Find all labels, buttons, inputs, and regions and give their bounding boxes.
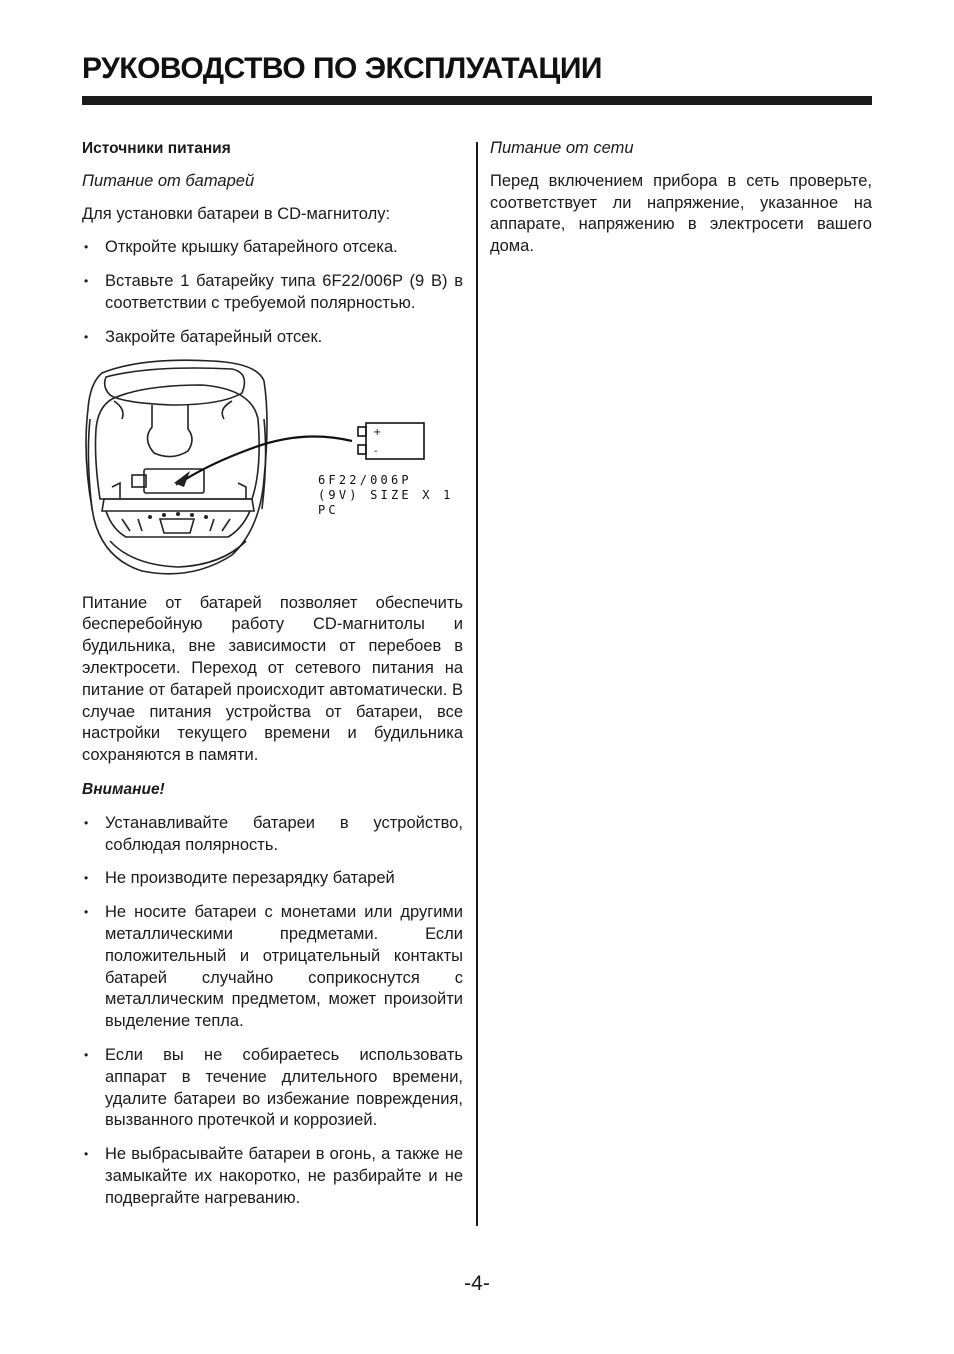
left-column bbox=[82, 136, 463, 1210]
list-item: • Если вы не собираетесь использовать аппарат в течение длительного времени, удалите батареи во избежание повреждения, вызванного протечкой и коррозией. bbox=[82, 1045, 463, 1132]
battery-plus-label: + bbox=[373, 426, 382, 438]
title-rule bbox=[82, 96, 872, 105]
warnings-list bbox=[82, 813, 463, 1210]
battery-installation-figure bbox=[82, 359, 463, 579]
section-heading: Источники питания bbox=[82, 140, 231, 157]
right-column bbox=[490, 136, 872, 258]
battery-size-label: (9V) SIZE X 1 PC bbox=[318, 487, 454, 517]
battery-power-subheading: Питание от батарей bbox=[82, 171, 255, 190]
battery-paragraph: Питание от батарей позволяет обеспечить бесперебойную работу CD-магнитолы и будильника, вне зависимости от перебоев в электросети. Переход от сетевого питания на питание от батарей происходит автоматически. В случае питания устройства от батареи, все настройки текущего времени и будильника сохраняются в памяти. bbox=[82, 593, 463, 765]
battery-type-label: 6F22/006P bbox=[318, 472, 412, 487]
list-item: • Не выбрасывайте батареи в огонь, а также не замыкайте их накоротко, не разбирайте и не подвергайте нагреванию. bbox=[82, 1144, 463, 1209]
install-intro: Для установки батареи в CD-магнитолу: bbox=[82, 204, 391, 223]
column-divider bbox=[476, 142, 478, 1226]
mains-power-subheading: Питание от сети bbox=[490, 139, 634, 157]
mains-paragraph: Перед включением прибора в сеть проверьте, соответствует ли напряжение, указанное на аппарате, напряжению в электросети вашего дома. bbox=[490, 171, 872, 256]
list-item: • Откройте крышку батарейного отсека. bbox=[82, 237, 463, 259]
cd-player-bottom-illustration bbox=[82, 359, 463, 579]
list-item: • Не производите перезарядку батарей bbox=[82, 868, 463, 890]
list-item: • Закройте батарейный отсек. bbox=[82, 327, 463, 349]
attention-heading: Внимание! bbox=[82, 780, 165, 798]
battery-minus-label: - bbox=[374, 445, 378, 457]
list-item: • Устанавливайте батареи в устройство, соблюдая полярность. bbox=[82, 813, 463, 857]
page-title: РУКОВОДСТВО ПО ЭКСПЛУАТАЦИИ bbox=[82, 52, 602, 85]
page-number: -4- bbox=[464, 1272, 490, 1295]
battery-caption bbox=[318, 473, 468, 518]
list-item: • Вставьте 1 батарейку типа 6F22/006P (9 В) в соответствии с требуемой полярностью. bbox=[82, 271, 463, 315]
install-steps-list bbox=[82, 237, 463, 348]
list-item: • Не носите батареи с монетами или другими металлическими предметами. Если положительный и отрицательный контакты батарей случайно соприкоснутся с металлическим предметом, может произойти выделение тепла. bbox=[82, 902, 463, 1033]
